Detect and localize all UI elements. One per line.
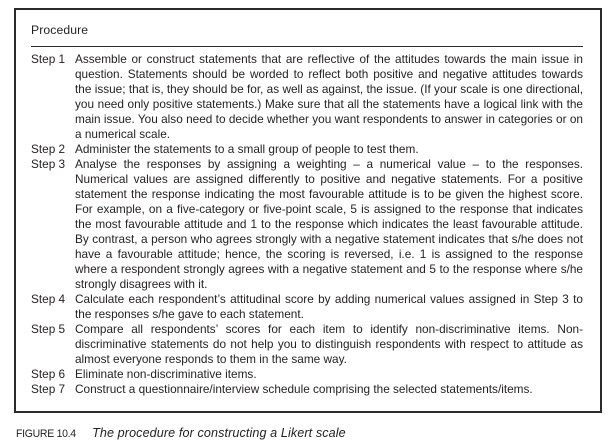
step-row [31,142,583,157]
step-label: Step 2 [31,142,66,157]
step-label: Step 6 [31,367,66,382]
figure-caption [16,426,346,440]
step-text: Eliminate non-discriminative items. [75,367,257,382]
title-divider-rule [31,46,583,47]
step-text: Administer the statements to a small group of people to test them. [75,142,419,157]
step-label: Step 5 [31,322,66,337]
step-row [31,52,583,142]
step-text: Compare all respondents’ scores for each item to identify non-discriminative items. Non-discriminative statements do not help you to distinguish respondents with respect to attitude as almost everyone responds to them in the same way. [75,322,583,367]
step-label: Step 7 [31,382,66,397]
procedure-steps-list [31,52,583,397]
step-row [31,157,583,292]
procedure-figure-box [14,8,602,413]
step-row [31,322,583,367]
step-row [31,367,583,382]
step-text: Assemble or construct statements that are reflective of the attitudes towards the main issue in question. Statements should be worded to reflect both positive and negative attitudes towards the issue; that is, they should be for, as well as against, the issue. (If your scale is one directional, you need only positive statements.) Make sure that all the statements have a logical link with the main issue. You also need to decide whether you want respondents to answer in categories or on a numerical scale. [75,52,583,142]
figure-caption-number: FIGURE 10.4 [16,428,76,440]
figure-caption-title: The procedure for constructing a Likert scale [92,426,346,440]
procedure-box-title: Procedure [31,23,89,37]
step-text: Calculate each respondent’s attitudinal score by adding numerical values assigned in Step 3 to the responses s/he gave to each statement. [75,292,583,322]
step-label: Step 4 [31,292,66,307]
step-label: Step 1 [31,52,66,67]
step-row [31,292,583,322]
step-label: Step 3 [31,157,66,172]
step-text: Construct a questionnaire/interview schedule comprising the selected statements/items. [75,382,533,397]
step-text: Analyse the responses by assigning a weighting – a numerical value – to the responses. Numerical values are assigned differently to positive and negative statements. For a positive statement the response indicating the most favourable attitude is to be given the highest score. For example, on a five-category or five-point scale, 5 is assigned to the response that indicates the most favourable attitude and 1 to the response which indicates the least favourable attitude. By contrast, a person who agrees strongly with a negative statement indicates that s/he does not have a favourable attitude; hence, the scoring is reversed, i.e. 1 is assigned to the response where a respondent strongly agrees with a negative statement and 5 to the response where s/he strongly disagrees with it. [75,157,583,292]
step-row [31,382,583,397]
